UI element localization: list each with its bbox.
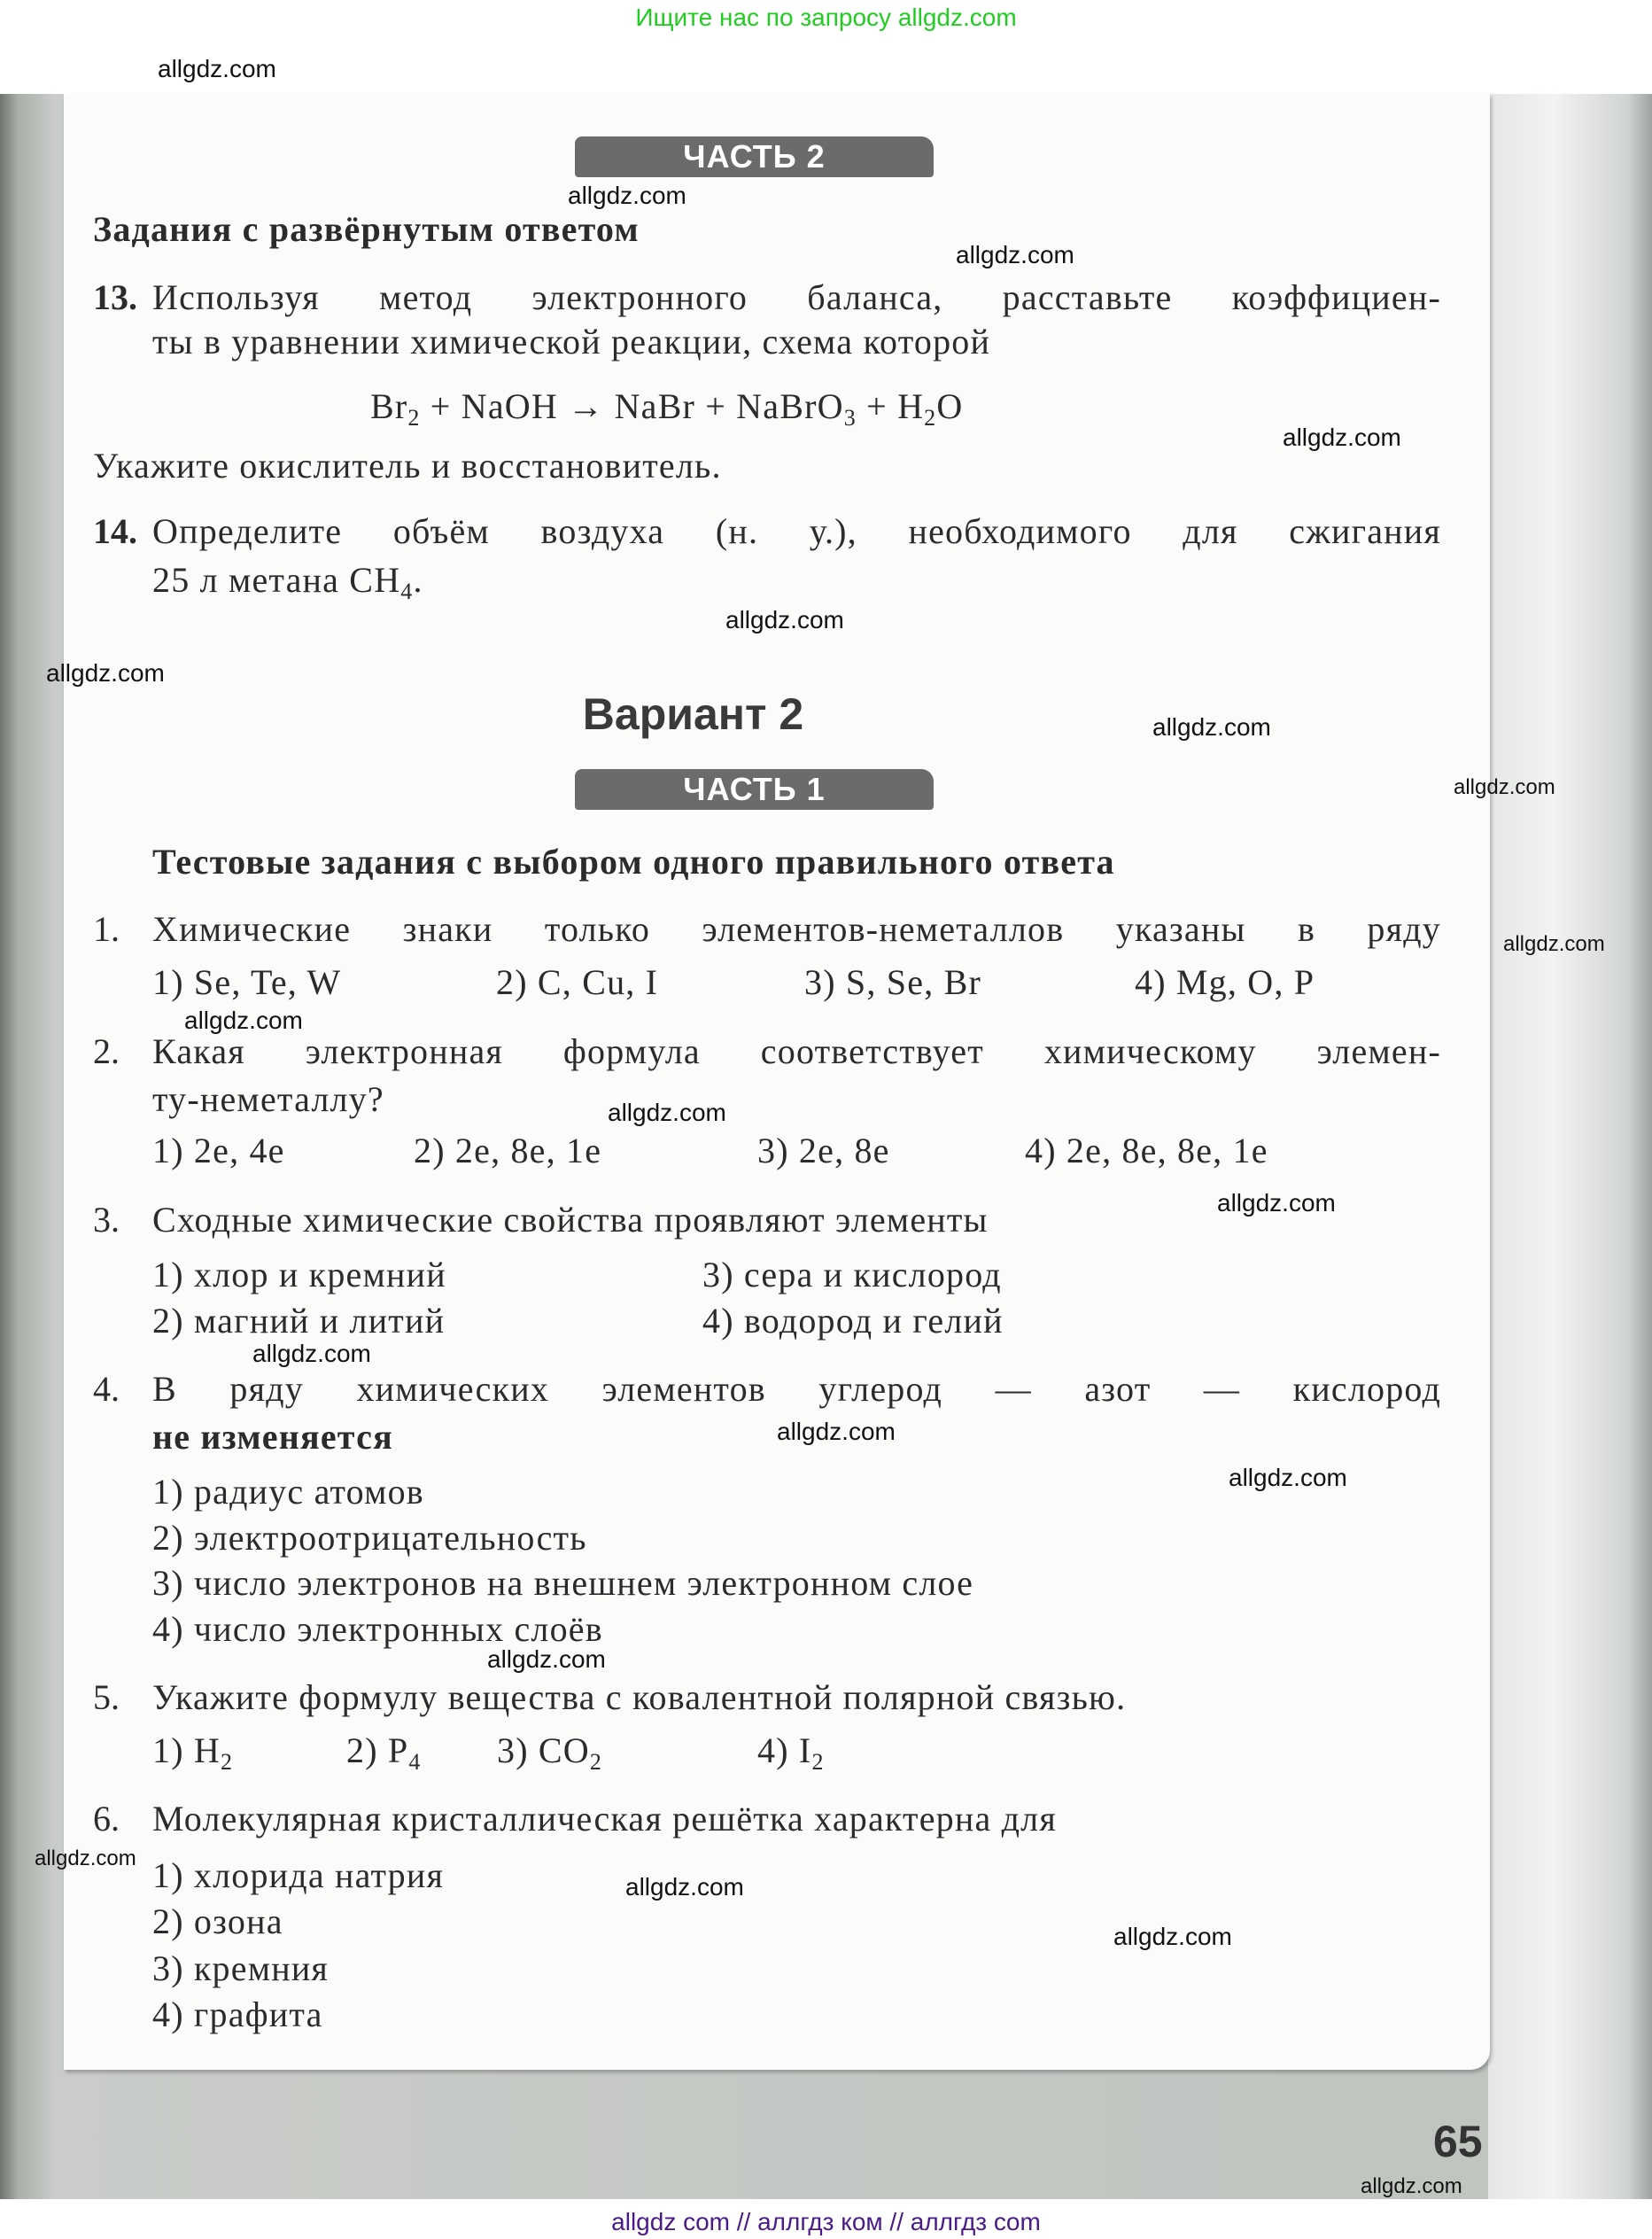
q1-option: 1) Se, Te, W	[152, 962, 342, 1002]
q1-text: Химические знаки только элементов-неметаллов указаны в ряду	[152, 909, 1441, 949]
eq-sub: 2	[407, 405, 421, 431]
watermark: allgdz.com	[46, 659, 165, 687]
q6-number: 6.	[93, 1799, 120, 1839]
q4-option: 1) радиус атомов	[152, 1472, 424, 1512]
q4-option: 3) число электронов на внешнем электронном слое	[152, 1563, 974, 1603]
q2-number: 2.	[93, 1031, 120, 1071]
q13-equation	[370, 385, 963, 439]
q2-text: ту-неметаллу?	[152, 1079, 384, 1119]
q4-option: 2) электроотрицательность	[152, 1518, 587, 1558]
q13-text: Используя метод электронного баланса, расставьте коэффициен-	[152, 277, 1441, 317]
t: 2) P	[346, 1730, 409, 1770]
watermark: allgdz.com	[35, 1846, 136, 1870]
q14-text: Определите объём воздуха (н. у.), необходимого для сжигания	[152, 511, 1441, 551]
eq-part: Br	[370, 386, 408, 426]
q4-text-bold: не изменяется	[152, 1417, 393, 1457]
q6-option: 1) хлорида натрия	[152, 1855, 445, 1895]
eq-part: + NaOH → NaBr + NaBrO	[420, 386, 844, 426]
watermark: allgdz.com	[956, 241, 1074, 268]
watermark: allgdz.com	[777, 1418, 896, 1445]
q13-number: 13.	[93, 277, 137, 317]
q14-text	[152, 559, 423, 613]
q2-option: 4) 2e, 8e, 8e, 1e	[1025, 1131, 1268, 1170]
eq-sub: 2	[924, 405, 937, 431]
watermark: allgdz.com	[608, 1099, 726, 1126]
watermark: allgdz.com	[1361, 2174, 1462, 2198]
q6-option: 2) озона	[152, 1901, 283, 1941]
q5-option	[757, 1730, 825, 1784]
q1-option: 2) C, Cu, I	[496, 962, 659, 1002]
q6-text: Молекулярная кристаллическая решётка характерна для	[152, 1799, 1057, 1839]
q3-option: 1) хлор и кремний	[152, 1255, 446, 1294]
variant-title: Вариант 2	[582, 689, 804, 739]
t: 3) CO	[497, 1730, 590, 1770]
watermark: allgdz.com	[725, 606, 844, 634]
watermark: allgdz.com	[1283, 424, 1401, 451]
eq-part: O	[936, 386, 964, 426]
watermark: allgdz.com	[1113, 1923, 1232, 1950]
q6-option: 4) графита	[152, 1994, 323, 2034]
watermark: allgdz.com	[1454, 775, 1555, 799]
q5-text: Укажите формулу вещества с ковалентной полярной связью.	[152, 1677, 1127, 1717]
watermark: allgdz.com	[1229, 1464, 1347, 1491]
q13-text: ты в уравнении химической реакции, схема которой	[152, 322, 991, 362]
part1-badge: ЧАСТЬ 1	[575, 769, 934, 810]
sub: 2	[589, 1749, 603, 1775]
q2-option: 2) 2e, 8e, 1e	[414, 1131, 602, 1170]
q3-text: Сходные химические свойства проявляют элементы	[152, 1200, 989, 1240]
part2-badge: ЧАСТЬ 2	[575, 136, 934, 177]
top-banner: Ищите нас по запросу allgdz.com	[635, 4, 1017, 31]
q3-option: 2) магний и литий	[152, 1301, 446, 1341]
watermark: allgdz.com	[184, 1007, 303, 1034]
t: 1) H	[152, 1730, 221, 1770]
sub: 4	[400, 579, 414, 604]
q13-text: Укажите окислитель и восстановитель.	[93, 446, 722, 486]
sub: 2	[811, 1749, 825, 1775]
watermark: allgdz.com	[568, 182, 686, 209]
watermark: allgdz.com	[625, 1873, 744, 1901]
bottom-banner: allgdz com // аллгдз ком // аллгдз com	[611, 2208, 1041, 2235]
sub: 2	[221, 1749, 234, 1775]
q5-option	[346, 1730, 422, 1784]
q2-option: 3) 2e, 8e	[757, 1131, 890, 1170]
eq-sub: 3	[843, 405, 857, 431]
q3-option: 3) сера и кислород	[702, 1255, 1002, 1294]
q2-option: 1) 2e, 4e	[152, 1131, 285, 1170]
q2-text: Какая электронная формула соответствует химическому элемен-	[152, 1031, 1441, 1071]
q3-number: 3.	[93, 1200, 120, 1240]
watermark: allgdz.com	[1503, 932, 1605, 956]
next-page-edge	[1488, 94, 1652, 2199]
watermark: allgdz.com	[1152, 713, 1271, 741]
q5-number: 5.	[93, 1677, 120, 1717]
q1-option: 3) S, Se, Br	[804, 962, 981, 1002]
q6-option: 3) кремния	[152, 1948, 330, 1988]
watermark: allgdz.com	[252, 1340, 371, 1367]
q1-option: 4) Mg, O, P	[1135, 962, 1315, 1002]
text: .	[413, 560, 423, 600]
text: 25 л метана CH	[152, 560, 401, 600]
watermark: allgdz.com	[158, 55, 276, 82]
part2-heading: Задания с развёрнутым ответом	[93, 209, 640, 249]
q4-number: 4.	[93, 1369, 120, 1409]
watermark: allgdz.com	[487, 1645, 606, 1673]
q1-number: 1.	[93, 909, 120, 949]
part1-heading: Тестовые задания с выбором одного правильного ответа	[152, 842, 1115, 882]
q4-text: В ряду химических элементов углерод — азот — кислород	[152, 1369, 1441, 1409]
q5-option	[497, 1730, 602, 1784]
page-number: 65	[1433, 2117, 1483, 2166]
watermark: allgdz.com	[1217, 1189, 1336, 1217]
t: 4) I	[757, 1730, 812, 1770]
eq-part: + H	[856, 386, 925, 426]
q14-number: 14.	[93, 511, 137, 551]
q3-option: 4) водород и гелий	[702, 1301, 1004, 1341]
q5-option	[152, 1730, 233, 1784]
sub: 4	[408, 1749, 422, 1775]
q4-option: 4) число электронных слоёв	[152, 1609, 603, 1649]
